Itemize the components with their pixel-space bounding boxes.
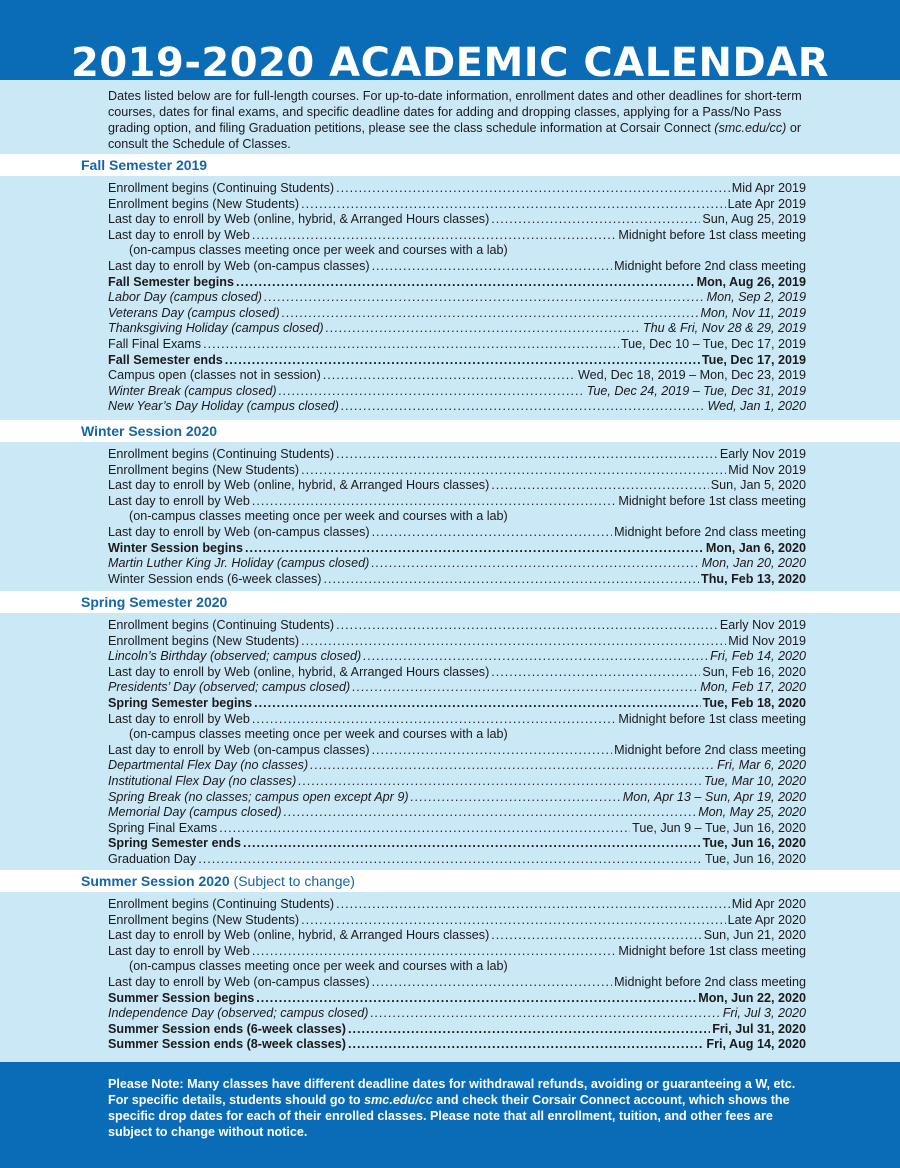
footer-link-text: smc.edu/cc bbox=[364, 1093, 433, 1107]
dot-leader bbox=[245, 541, 704, 557]
event-label: Fall Semester ends bbox=[108, 352, 223, 367]
event-label: Last day to enroll by Web (on-campus classes) bbox=[108, 258, 370, 273]
event-label: Spring Semester ends bbox=[108, 836, 241, 851]
calendar-row bbox=[108, 306, 806, 322]
dot-leader bbox=[256, 991, 696, 1007]
calendar-row bbox=[108, 463, 806, 479]
event-label: Enrollment begins (New Students) bbox=[108, 912, 300, 927]
calendar-row bbox=[108, 897, 806, 913]
event-label: Presidents’ Day (observed; campus closed) bbox=[108, 680, 351, 695]
calendar-row bbox=[108, 680, 806, 696]
section-title-text: Winter Session 2020 bbox=[81, 423, 218, 439]
calendar-row bbox=[108, 774, 806, 790]
footer-text: Please Note: Many classes have different deadline dates for withdrawal refunds, avoiding or guaranteeing a W, etc. For specific details, students should go to bbox=[108, 1077, 796, 1107]
calendar-row bbox=[108, 212, 806, 228]
event-date: Midnight before 2nd class meeting bbox=[614, 258, 806, 273]
event-date: Tue, Dec 24, 2019 – Tue, Dec 31, 2019 bbox=[586, 383, 806, 398]
dot-leader bbox=[372, 743, 613, 759]
event-label: Graduation Day bbox=[108, 851, 197, 866]
dot-leader bbox=[336, 618, 718, 634]
dot-leader bbox=[243, 836, 701, 852]
dot-leader bbox=[372, 525, 613, 541]
event-label: Last day to enroll by Web (on-campus classes) bbox=[108, 524, 370, 539]
event-date: Wed, Jan 1, 2020 bbox=[707, 399, 806, 414]
event-label: Last day to enroll by Web (online, hybrid, & Arranged Hours classes) bbox=[108, 478, 490, 493]
dot-leader bbox=[323, 572, 699, 588]
event-label: Fall Final Exams bbox=[108, 336, 202, 351]
section-title bbox=[0, 420, 900, 442]
event-label: Enrollment begins (New Students) bbox=[108, 633, 300, 648]
calendar-row bbox=[108, 821, 806, 837]
event-date: Sun, Jun 21, 2020 bbox=[703, 928, 806, 943]
event-date: Sun, Jan 5, 2020 bbox=[710, 478, 806, 493]
calendar-row bbox=[108, 696, 806, 712]
section-rows bbox=[0, 442, 900, 591]
dot-leader bbox=[336, 447, 718, 463]
dot-leader bbox=[336, 897, 730, 913]
calendar-row bbox=[108, 665, 806, 681]
event-label: Enrollment begins (New Students) bbox=[108, 196, 300, 211]
event-date: Mid Nov 2019 bbox=[728, 633, 806, 648]
event-label: Martin Luther King Jr. Holiday (campus closed) bbox=[108, 556, 370, 571]
event-label: Winter Session ends (6-week classes) bbox=[108, 571, 322, 586]
event-date: Late Apr 2019 bbox=[727, 196, 806, 211]
event-label: Fall Semester begins bbox=[108, 274, 234, 289]
dot-leader bbox=[254, 696, 700, 712]
dot-leader bbox=[301, 913, 725, 929]
event-label: Enrollment begins (Continuing Students) bbox=[108, 181, 335, 195]
event-date: Mon, Nov 11, 2019 bbox=[700, 305, 806, 320]
calendar-row bbox=[108, 572, 806, 588]
intro-paragraph bbox=[0, 80, 900, 154]
page-title: 2019-2020 ACADEMIC CALENDAR bbox=[70, 40, 829, 86]
event-label: Last day to enroll by Web bbox=[108, 227, 250, 242]
section-title-text: Spring Semester 2020 bbox=[81, 594, 228, 610]
event-date: Mid Nov 2019 bbox=[728, 462, 806, 477]
dot-leader bbox=[284, 805, 697, 821]
event-date: Midnight before 2nd class meeting bbox=[614, 524, 806, 539]
dot-leader bbox=[203, 337, 619, 353]
event-label: Last day to enroll by Web bbox=[108, 711, 250, 726]
calendar-row bbox=[108, 944, 806, 960]
dot-leader bbox=[310, 758, 715, 774]
event-date: Tue, Jun 16, 2020 bbox=[702, 836, 806, 851]
event-date: Tue, Dec 17, 2019 bbox=[701, 352, 806, 367]
calendar-row bbox=[108, 494, 806, 510]
event-label: Winter Session begins bbox=[108, 540, 243, 555]
event-label: Departmental Flex Day (no classes) bbox=[108, 758, 309, 773]
event-date: Mid Apr 2020 bbox=[731, 897, 806, 911]
event-date: Midnight before 2nd class meeting bbox=[614, 974, 806, 989]
event-date: Midnight before 1st class meeting bbox=[618, 493, 806, 508]
event-label: Last day to enroll by Web (on-campus classes) bbox=[108, 742, 370, 757]
event-label: Last day to enroll by Web bbox=[108, 493, 250, 508]
event-date: Mon, Jan 6, 2020 bbox=[705, 540, 806, 555]
section-title bbox=[0, 591, 900, 613]
calendar-row bbox=[108, 447, 806, 463]
dot-leader bbox=[301, 634, 726, 650]
event-date: Wed, Dec 18, 2019 – Mon, Dec 23, 2019 bbox=[578, 368, 806, 383]
section-title-text: Fall Semester 2019 bbox=[81, 157, 208, 173]
dot-leader bbox=[225, 353, 700, 369]
dot-leader bbox=[323, 368, 576, 384]
dot-leader bbox=[411, 790, 621, 806]
dot-leader bbox=[352, 680, 698, 696]
section-title-note: (Subject to change) bbox=[229, 873, 355, 889]
event-date: Fri, Aug 14, 2020 bbox=[706, 1037, 806, 1052]
event-label: (on-campus classes meeting once per week and courses with a lab) bbox=[129, 727, 508, 742]
intro-link-text: (smc.edu/cc) bbox=[714, 121, 787, 135]
event-label: Summer Session begins bbox=[108, 990, 255, 1005]
calendar-row bbox=[108, 399, 806, 415]
calendar-row bbox=[108, 384, 806, 400]
calendar-row bbox=[108, 649, 806, 665]
event-label: Summer Session ends (8-week classes) bbox=[108, 1037, 346, 1052]
dot-leader bbox=[341, 399, 706, 415]
calendar-row bbox=[108, 525, 806, 541]
event-label: Enrollment begins (New Students) bbox=[108, 462, 300, 477]
dot-leader bbox=[282, 306, 699, 322]
calendar-row bbox=[108, 743, 806, 759]
dot-leader bbox=[371, 556, 699, 572]
calendar-row bbox=[108, 1022, 806, 1038]
calendar-row bbox=[108, 727, 806, 743]
calendar-row bbox=[108, 321, 806, 337]
event-label: Last day to enroll by Web (online, hybrid, & Arranged Hours classes) bbox=[108, 928, 490, 943]
dot-leader bbox=[219, 821, 630, 837]
dot-leader bbox=[252, 712, 617, 728]
event-date: Tue, Mar 10, 2020 bbox=[704, 773, 806, 788]
event-date: Midnight before 1st class meeting bbox=[618, 711, 806, 726]
event-date: Tue, Feb 18, 2020 bbox=[702, 695, 806, 710]
event-date: Sun, Aug 25, 2019 bbox=[702, 212, 806, 227]
dot-leader bbox=[372, 259, 613, 275]
event-date: Midnight before 1st class meeting bbox=[618, 943, 806, 958]
calendar-row bbox=[108, 259, 806, 275]
calendar-row bbox=[108, 805, 806, 821]
calendar-row bbox=[108, 836, 806, 852]
event-label: Spring Semester begins bbox=[108, 695, 253, 710]
calendar-row bbox=[108, 243, 806, 259]
dot-leader bbox=[279, 384, 585, 400]
section-title bbox=[0, 870, 900, 892]
event-date: Fri, Jul 3, 2020 bbox=[722, 1006, 806, 1021]
event-label: Enrollment begins (Continuing Students) bbox=[108, 897, 335, 911]
dot-leader bbox=[326, 321, 641, 337]
dot-leader bbox=[348, 1037, 704, 1053]
calendar-row bbox=[108, 913, 806, 929]
event-label: Enrollment begins (Continuing Students) bbox=[108, 618, 335, 632]
event-date: Mon, Feb 17, 2020 bbox=[700, 680, 806, 695]
intro-text: Dates listed below are for full-length courses. For up-to-date information, enrollment dates and other deadlines for short-term courses, dates for final exams, and specific deadline dates for adding and dropping classes, applying for a Pass/No Pass grading option, and filing Graduation petitions, please see the class schedule information at Corsair Connect bbox=[108, 89, 802, 135]
event-label: Spring Final Exams bbox=[108, 820, 218, 835]
intro-text-end: or consult the Schedule of Classes. bbox=[108, 121, 802, 151]
calendar-row bbox=[108, 790, 806, 806]
calendar-row bbox=[108, 509, 806, 525]
event-date: Mon, Jun 22, 2020 bbox=[698, 990, 806, 1005]
dot-leader bbox=[298, 774, 702, 790]
dot-leader bbox=[252, 944, 617, 960]
event-label: Last day to enroll by Web (on-campus classes) bbox=[108, 974, 370, 989]
dot-leader bbox=[491, 665, 700, 681]
dot-leader bbox=[348, 1022, 710, 1038]
dot-leader bbox=[363, 649, 708, 665]
dot-leader bbox=[198, 852, 703, 868]
calendar-row bbox=[108, 618, 806, 634]
calendar-row bbox=[108, 353, 806, 369]
event-label: Spring Break (no classes; campus open except Apr 9) bbox=[108, 789, 409, 804]
event-label: Last day to enroll by Web (online, hybrid, & Arranged Hours classes) bbox=[108, 664, 490, 679]
calendar-row bbox=[108, 991, 806, 1007]
calendar-row bbox=[108, 337, 806, 353]
calendar-row bbox=[108, 541, 806, 557]
dot-leader bbox=[301, 463, 726, 479]
event-label: Campus open (classes not in session) bbox=[108, 368, 321, 383]
calendar-row bbox=[108, 228, 806, 244]
calendar-row bbox=[108, 975, 806, 991]
calendar-row bbox=[108, 1006, 806, 1022]
section-title bbox=[0, 154, 900, 176]
event-date: Mon, Aug 26, 2019 bbox=[696, 274, 806, 289]
calendar-row bbox=[108, 634, 806, 650]
calendar-row bbox=[108, 852, 806, 868]
event-label: Memorial Day (campus closed) bbox=[108, 805, 282, 820]
calendar-row bbox=[108, 275, 806, 291]
event-date: Tue, Jun 9 – Tue, Jun 16, 2020 bbox=[632, 820, 806, 835]
event-date: Mid Apr 2019 bbox=[731, 181, 806, 195]
calendar-row bbox=[108, 758, 806, 774]
event-label: Thanksgiving Holiday (campus closed) bbox=[108, 321, 324, 336]
section-rows bbox=[0, 613, 900, 870]
footer-note bbox=[0, 1062, 900, 1168]
event-date: Tue, Jun 16, 2020 bbox=[704, 851, 806, 866]
calendar-row bbox=[108, 478, 806, 494]
event-label: Enrollment begins (Continuing Students) bbox=[108, 447, 335, 461]
event-date: Thu, Feb 13, 2020 bbox=[701, 571, 806, 586]
event-date: Sun, Feb 16, 2020 bbox=[702, 664, 806, 679]
event-date: Early Nov 2019 bbox=[719, 447, 806, 461]
dot-leader bbox=[236, 275, 695, 291]
event-label: (on-campus classes meeting once per week and courses with a lab) bbox=[129, 243, 508, 258]
event-date: Midnight before 2nd class meeting bbox=[614, 742, 806, 757]
dot-leader bbox=[252, 228, 617, 244]
event-label: Independence Day (observed; campus closed) bbox=[108, 1006, 369, 1021]
dot-leader bbox=[370, 1006, 720, 1022]
event-label: (on-campus classes meeting once per week and courses with a lab) bbox=[129, 509, 508, 524]
calendar-row bbox=[108, 712, 806, 728]
event-date: Midnight before 1st class meeting bbox=[618, 227, 806, 242]
event-date: Mon, Jan 20, 2020 bbox=[701, 556, 806, 571]
event-date: Mon, Apr 13 – Sun, Apr 19, 2020 bbox=[622, 789, 806, 804]
footer-text-end: and check their Corsair Connect account, which shows the specific drop dates for each of their enrolled classes. Please note that all enrollment, tuition, and other fees are subject to change without notice. bbox=[108, 1093, 790, 1139]
event-date: Fri, Mar 6, 2020 bbox=[717, 758, 806, 773]
dot-leader bbox=[336, 181, 730, 197]
event-label: Labor Day (campus closed) bbox=[108, 290, 262, 305]
dot-leader bbox=[491, 478, 708, 494]
dot-leader bbox=[264, 290, 705, 306]
event-date: Thu & Fri, Nov 28 & 29, 2019 bbox=[642, 321, 806, 336]
event-date: Late Apr 2020 bbox=[727, 912, 806, 927]
calendar-row bbox=[108, 181, 806, 197]
event-date: Mon, May 25, 2020 bbox=[698, 805, 806, 820]
calendar-row bbox=[108, 959, 806, 975]
calendar-row bbox=[108, 368, 806, 384]
calendar-row bbox=[108, 290, 806, 306]
calendar-row bbox=[108, 197, 806, 213]
calendar-row bbox=[108, 1037, 806, 1053]
event-label: Lincoln’s Birthday (observed; campus closed) bbox=[108, 649, 362, 664]
event-label: Summer Session ends (6-week classes) bbox=[108, 1021, 346, 1036]
section-rows bbox=[0, 176, 900, 420]
event-label: Institutional Flex Day (no classes) bbox=[108, 773, 297, 788]
event-label: New Year’s Day Holiday (campus closed) bbox=[108, 399, 339, 414]
event-label: Last day to enroll by Web bbox=[108, 943, 250, 958]
event-label: Last day to enroll by Web (online, hybrid, & Arranged Hours classes) bbox=[108, 212, 490, 227]
event-label: Winter Break (campus closed) bbox=[108, 383, 277, 398]
calendar-row bbox=[108, 928, 806, 944]
dot-leader bbox=[301, 197, 725, 213]
event-date: Tue, Dec 10 – Tue, Dec 17, 2019 bbox=[620, 336, 806, 351]
dot-leader bbox=[491, 928, 701, 944]
section-title-text: Summer Session 2020 bbox=[81, 873, 230, 889]
dot-leader bbox=[252, 494, 617, 510]
event-label: (on-campus classes meeting once per week and courses with a lab) bbox=[129, 959, 508, 974]
event-date: Fri, Jul 31, 2020 bbox=[712, 1021, 806, 1036]
calendar-row bbox=[108, 556, 806, 572]
dot-leader bbox=[491, 212, 700, 228]
event-label: Veterans Day (campus closed) bbox=[108, 305, 280, 320]
event-date: Early Nov 2019 bbox=[719, 618, 806, 632]
event-date: Mon, Sep 2, 2019 bbox=[706, 290, 806, 305]
dot-leader bbox=[372, 975, 613, 991]
section-rows bbox=[0, 892, 900, 1062]
event-date: Fri, Feb 14, 2020 bbox=[710, 649, 806, 664]
